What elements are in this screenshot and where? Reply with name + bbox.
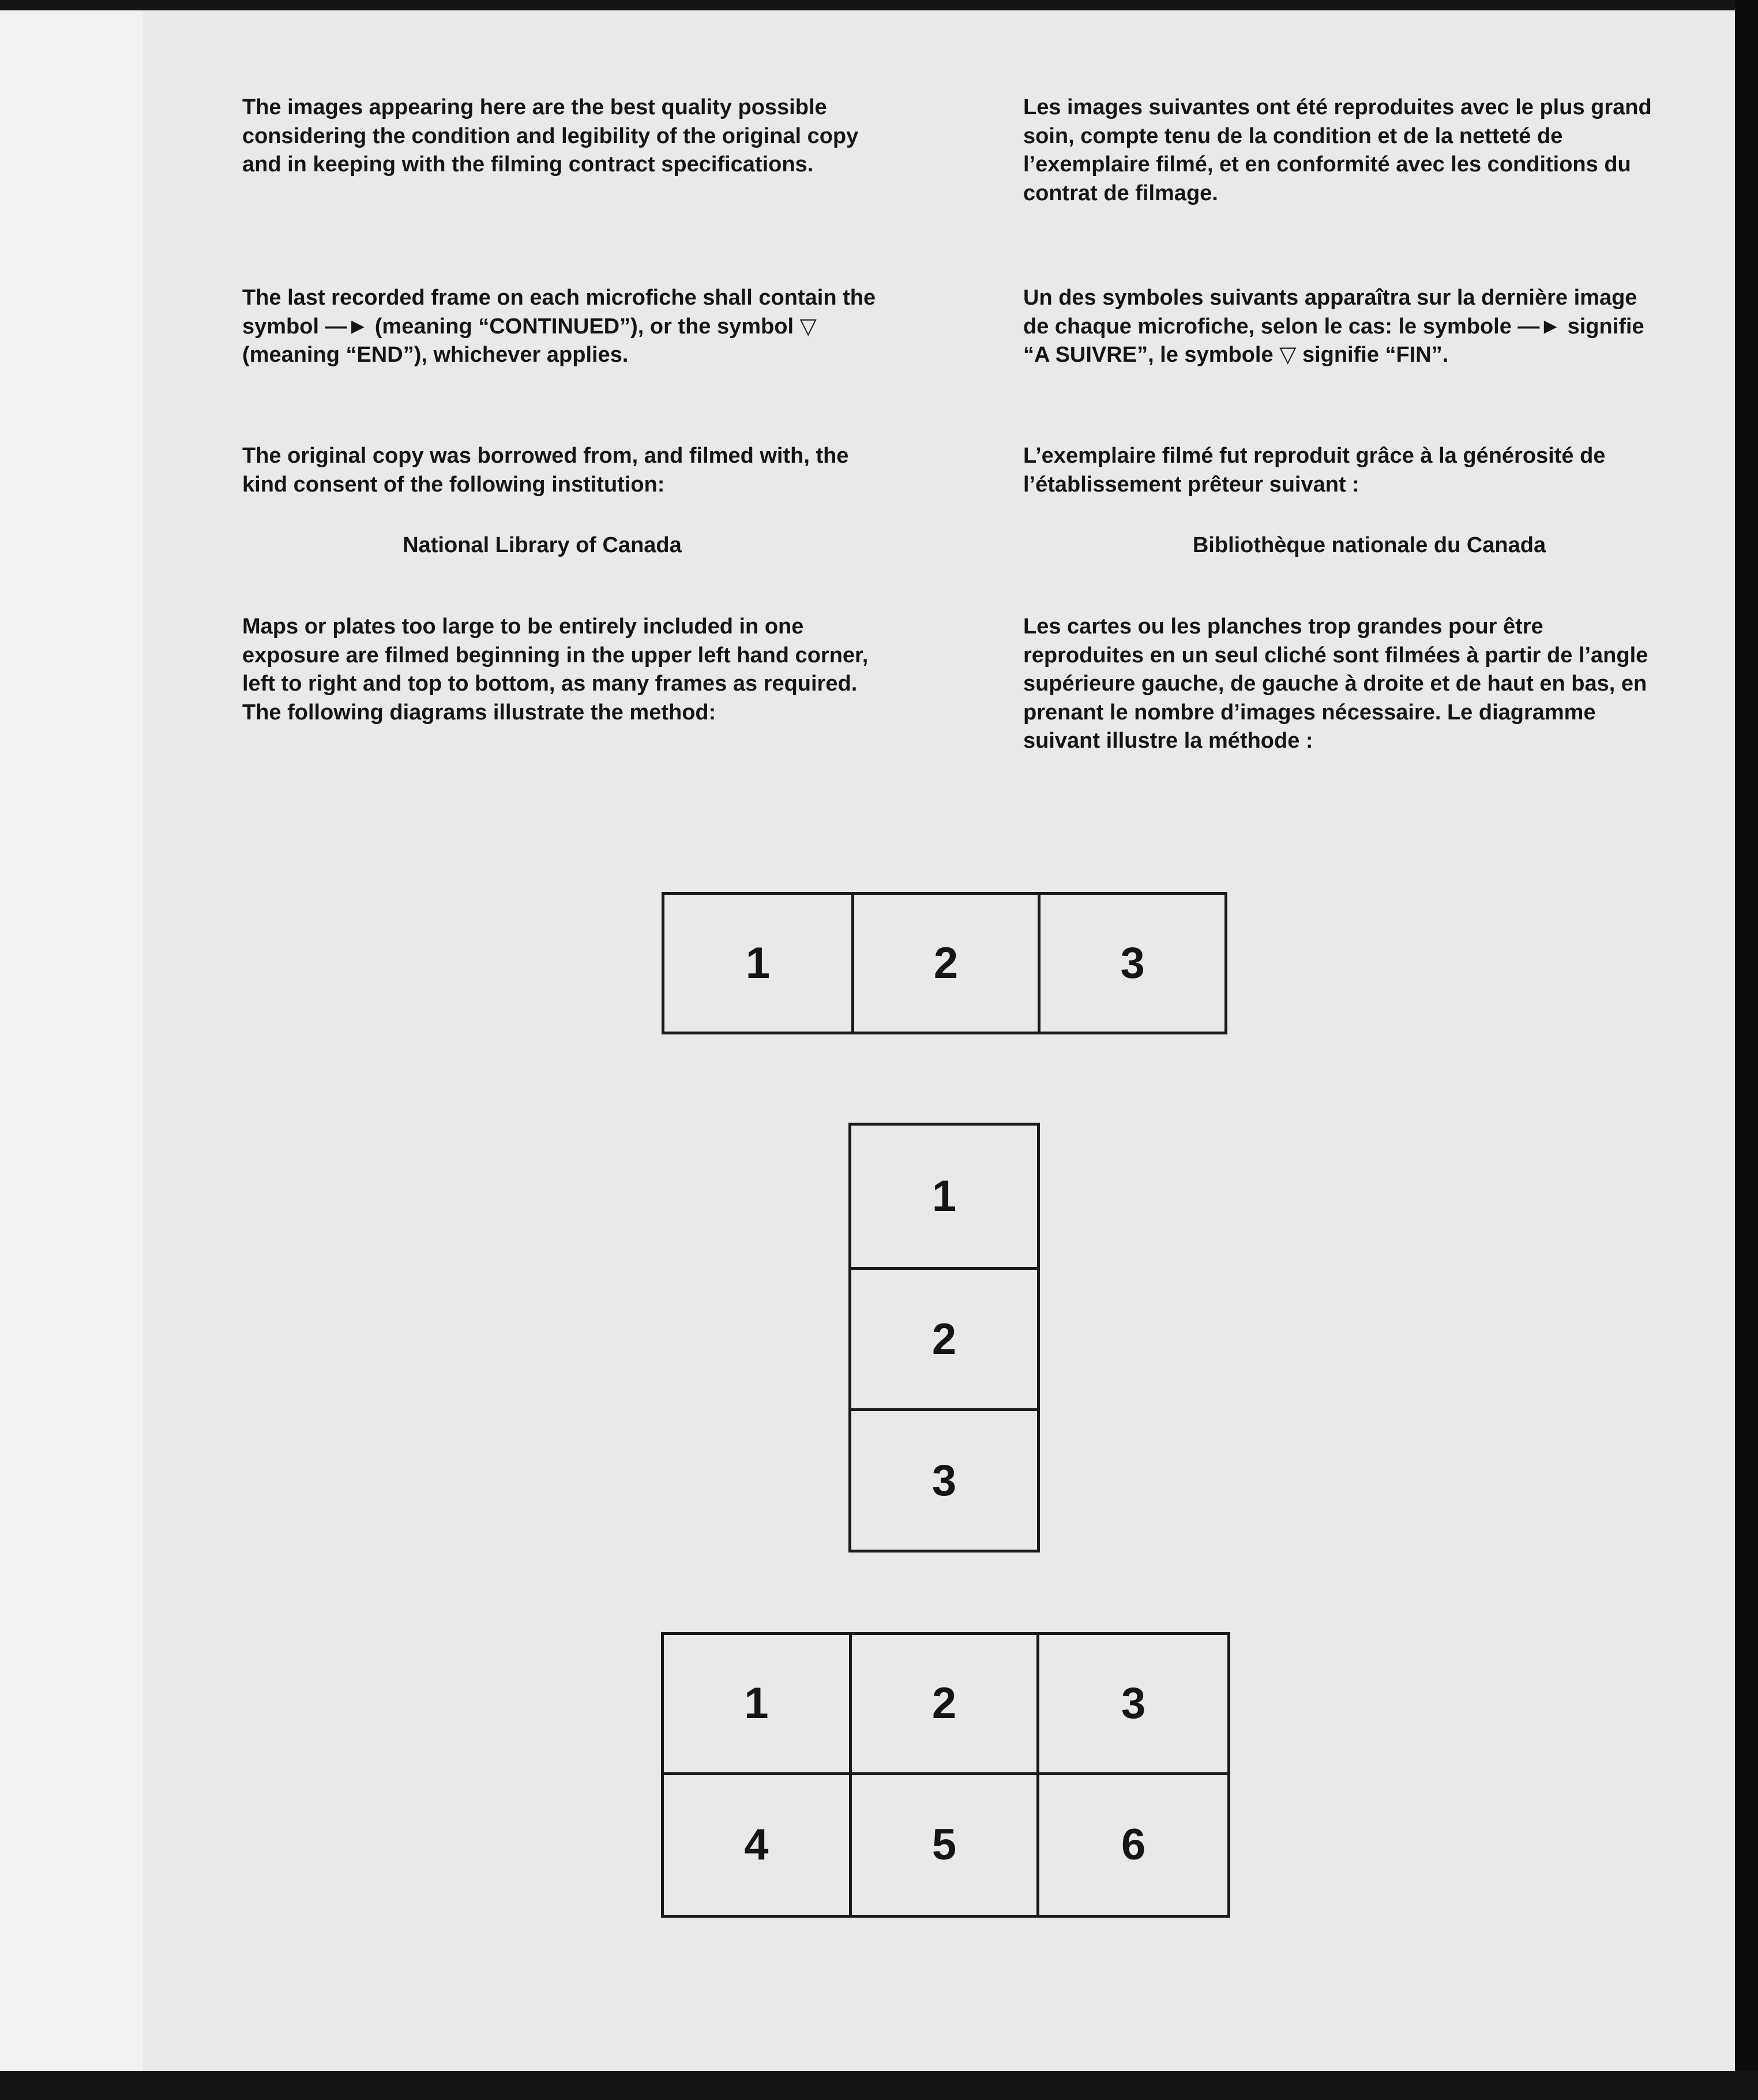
fr-maps-paragraph: Les cartes ou les planches trop grandes pour être reproduites en un seul cliché sont filmées à partir de l’angle supérieure gauche, de gauche à droite et de haut en bas, en prenant le nombre d’images nécessaire. Le diagramme suivant illustre la méthode : (1023, 614, 1648, 753)
film-top-edge (0, 0, 1758, 10)
frame-number: 3 (1039, 1635, 1227, 1775)
film-left-strip (0, 10, 143, 2071)
fr-institution-name: Bibliothèque nationale du Canada (1192, 533, 1546, 557)
en-quality-paragraph: The images appearing here are the best quality possible considering the condition and legibility of the original copy and in keeping with the filming contract specifications. (242, 95, 859, 177)
frame-number: 3 (1038, 895, 1224, 1032)
diagram-column-three-frames (848, 1123, 1040, 1552)
frame-number: 1 (745, 939, 770, 988)
fr-symbol-paragraph: Un des symboles suivants apparaîtra sur la dernière image de chaque microfiche, selon le cas: le symbole —► signifie “A SUIVRE”, le symbole ▽ signifie “FIN”. (1023, 286, 1644, 367)
frame-number: 4 (664, 1775, 852, 1915)
frame-number: 2 (851, 895, 1038, 1032)
en-institution-name: National Library of Canada (403, 533, 682, 557)
diagram-grid-six-frames (661, 1632, 1230, 1918)
frame-number: 5 (852, 1775, 1040, 1915)
en-lender-paragraph: The original copy was borrowed from, and filmed with, the kind consent of the following institution: (242, 444, 849, 497)
en-symbol-paragraph: The last recorded frame on each microfiche shall contain the symbol —► (meaning “CONTINUED”), or the symbol ▽ (meaning “END”), whichever applies. (242, 286, 876, 367)
film-bottom-edge (0, 2071, 1758, 2100)
diagram-row-three-frames (662, 892, 1227, 1034)
frame-number: 1 (931, 1172, 957, 1221)
frame-number: 2 (851, 1267, 1037, 1408)
film-right-edge (1735, 0, 1758, 2100)
frame-number: 2 (852, 1635, 1040, 1775)
frame-number: 6 (1121, 1820, 1146, 1870)
fr-quality-paragraph: Les images suivantes ont été reproduites avec le plus grand soin, compte tenu de la condition et de la netteté de l’exemplaire filmé, et en conformité avec les conditions du contrat de filmage. (1023, 95, 1652, 205)
en-maps-paragraph: Maps or plates too large to be entirely included in one exposure are filmed beginning in the upper left hand corner, left to right and top to bottom, as many frames as required. The following diagrams illustrate the method: (242, 614, 869, 725)
fr-lender-paragraph: L’exemplaire filmé fut reproduit grâce à la générosité de l’établissement prêteur suivant : (1023, 444, 1606, 497)
frame-number: 3 (851, 1408, 1037, 1550)
frame-number: 1 (664, 1635, 852, 1775)
